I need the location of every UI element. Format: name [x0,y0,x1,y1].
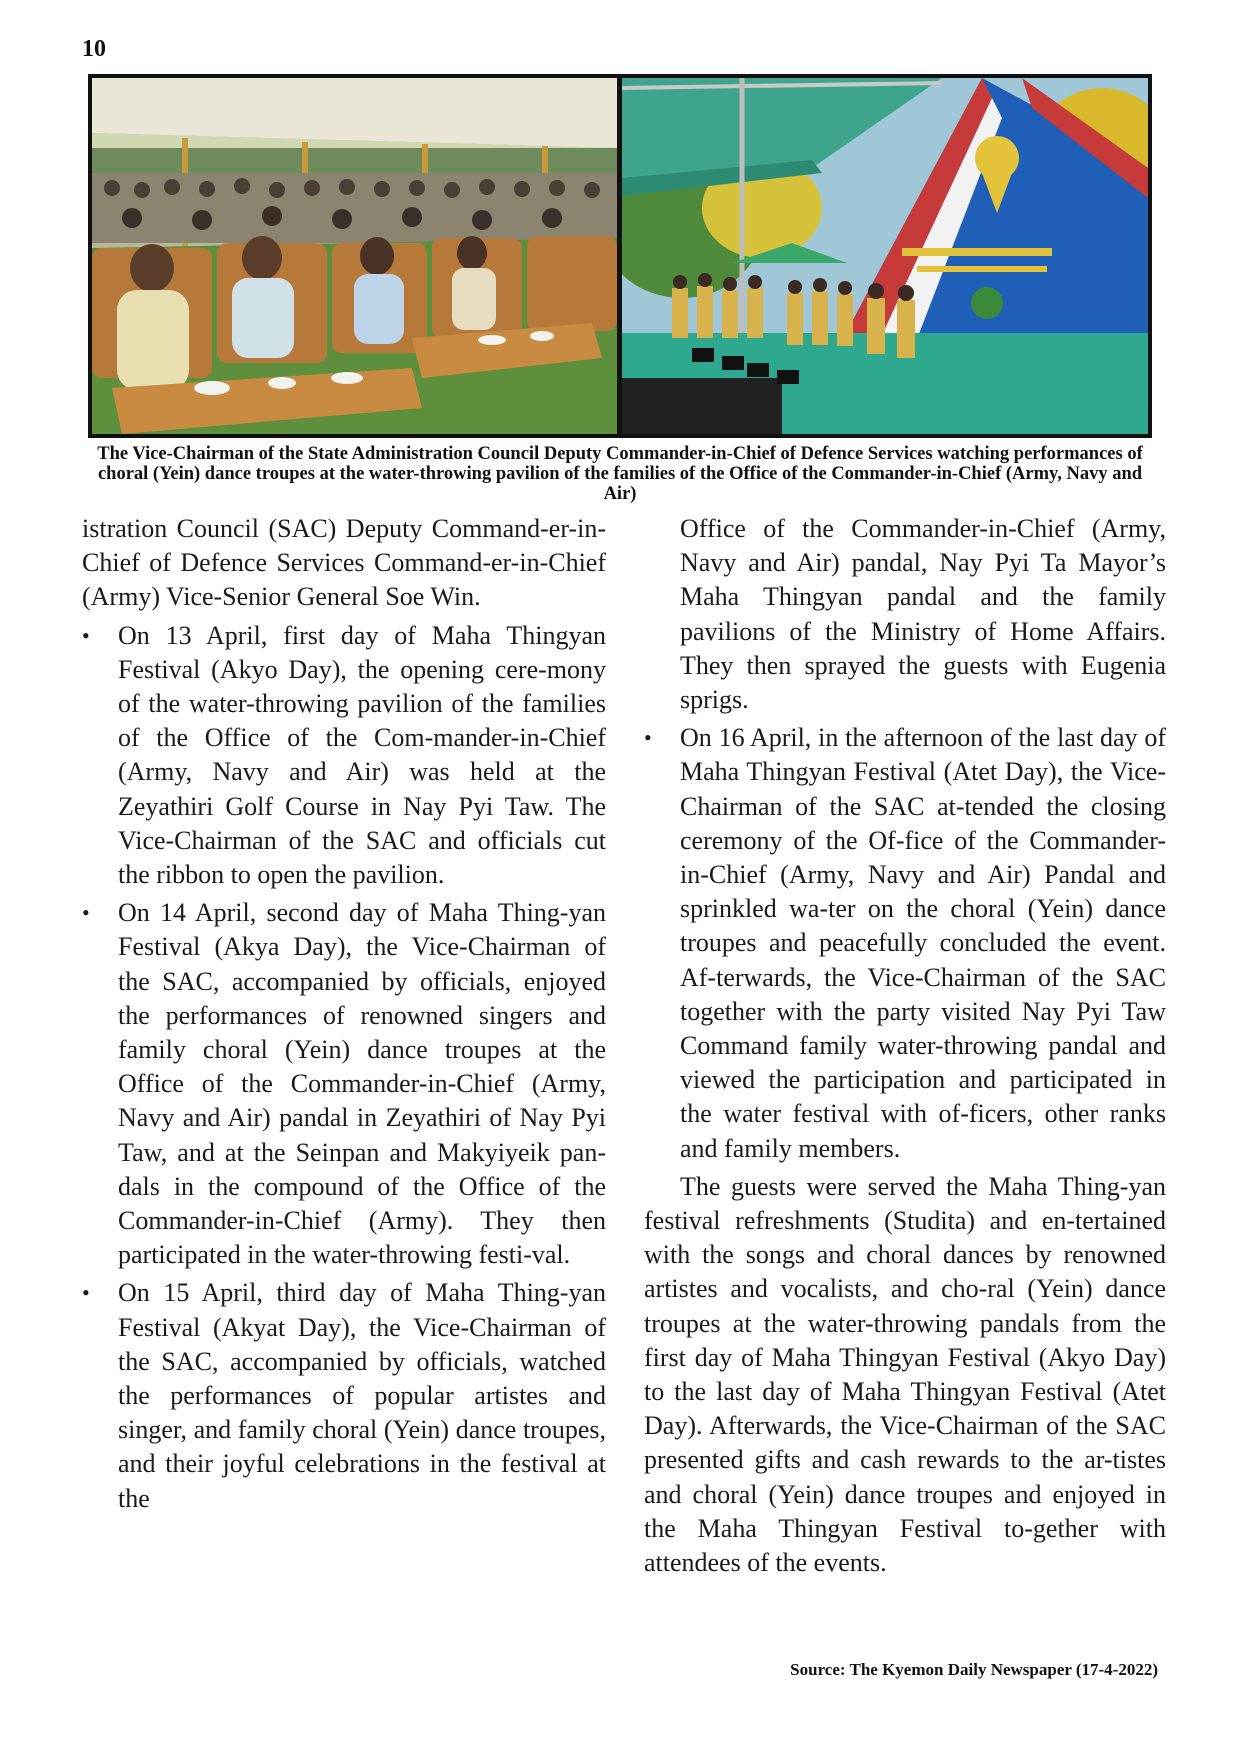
dancers-photo-illustration [622,78,1148,434]
left-column [82,512,606,1520]
list-item: • On 13 April, first day of Maha Thingyan Festival (Akyo Day), the opening cere-mony of the water-throwing pavilion of the families of the Office of the Com-mander-in-Chief (Army, Navy and Air) was held at the Zeyathiri Golf Course in Nay Pyi Taw. The Vice-Chairman of the SAC and officials cut the ribbon to open the pavilion. [82,619,606,893]
right-column [644,512,1166,1580]
right-continuation-paragraph: Office of the Commander-in-Chief (Army, Navy and Air) pandal, Nay Pyi Ta Mayor’s Maha Thingyan pandal and the family pavilions of the Ministry of Home Affairs. They then sprayed the guests with Eugenia sprigs. [680,514,1166,715]
dancers-photo [622,78,1148,434]
page-number: 10 [82,36,106,62]
right-bullet-list [644,721,1166,1166]
audience-photo [92,78,617,434]
closing-paragraph: The guests were served the Maha Thing-yan festival refreshments (Studita) and en-tertained with the songs and choral dances by renowned artistes and vocalists, and cho-ral (Yein) dance troupes at the water-throwing pandals from the first day of Maha Thingyan Festival (Akyo Day) to the last day of Maha Thingyan Festival (Atet Day). Afterwards, the Vice-Chairman of the SAC presented gifts and cash rewards to the ar-tistes and choral (Yein) dance troupes and enjoyed in the Maha Thingyan Festival to-gether with attendees of the events. [644,1171,1166,1578]
photo-strip [88,74,1152,438]
list-item: • On 14 April, second day of Maha Thing-yan Festival (Akya Day), the Vice-Chairman of the SAC, accompanied by officials, enjoyed the performances of renowned singers and family choral (Yein) dance troupes at the Office of the Commander-in-Chief (Army, Navy and Air) pandal in Zeyathiri of Nay Pyi Taw, and at the Seinpan and Makyiyeik pan-dals in the compound of the Office of the Commander-in-Chief (Army). They then participated in the water-throwing festi-val. [82,896,606,1272]
list-item: • On 16 April, in the afternoon of the last day of Maha Thingyan Festival (Atet Day), the Vice-Chairman of the SAC at-tended the closing ceremony of the Of-fice of the Commander-in-Chief (Army, Navy and Air) Pandal and sprinkled wa-ter on the choral (Yein) dance troupes and peacefully concluded the event. Af-terwards, the Vice-Chairman of the SAC together with the party visited Nay Pyi Taw Command family water-throwing pandal and viewed the participation and participated in the water festival with of-ficers, other ranks and family members. [644,721,1166,1166]
left-bullet-list [82,619,606,1516]
left-intro-paragraph: istration Council (SAC) Deputy Command-er-in-Chief of Defence Services Command-er-in-Chief (Army) Vice-Senior General Soe Win. [82,514,606,612]
audience-photo-illustration [92,78,617,434]
source-credit: Source: The Kyemon Daily Newspaper (17-4-2022) [790,1660,1158,1679]
photo-caption: The Vice-Chairman of the State Administration Council Deputy Commander-in-Chief of Defence Services watching performances of choral (Yein) dance troupes at the water-throwing pavilion of the families of the Office of the Commander-in-Chief (Army, Navy and Air) [97,444,1143,504]
list-item: • On 15 April, third day of Maha Thing-yan Festival (Akyat Day), the Vice-Chairman of the SAC, accompanied by officials, watched the performances of popular artistes and singer, and family choral (Yein) dance troupes, and their joyful celebrations in the festival at the [82,1276,606,1515]
